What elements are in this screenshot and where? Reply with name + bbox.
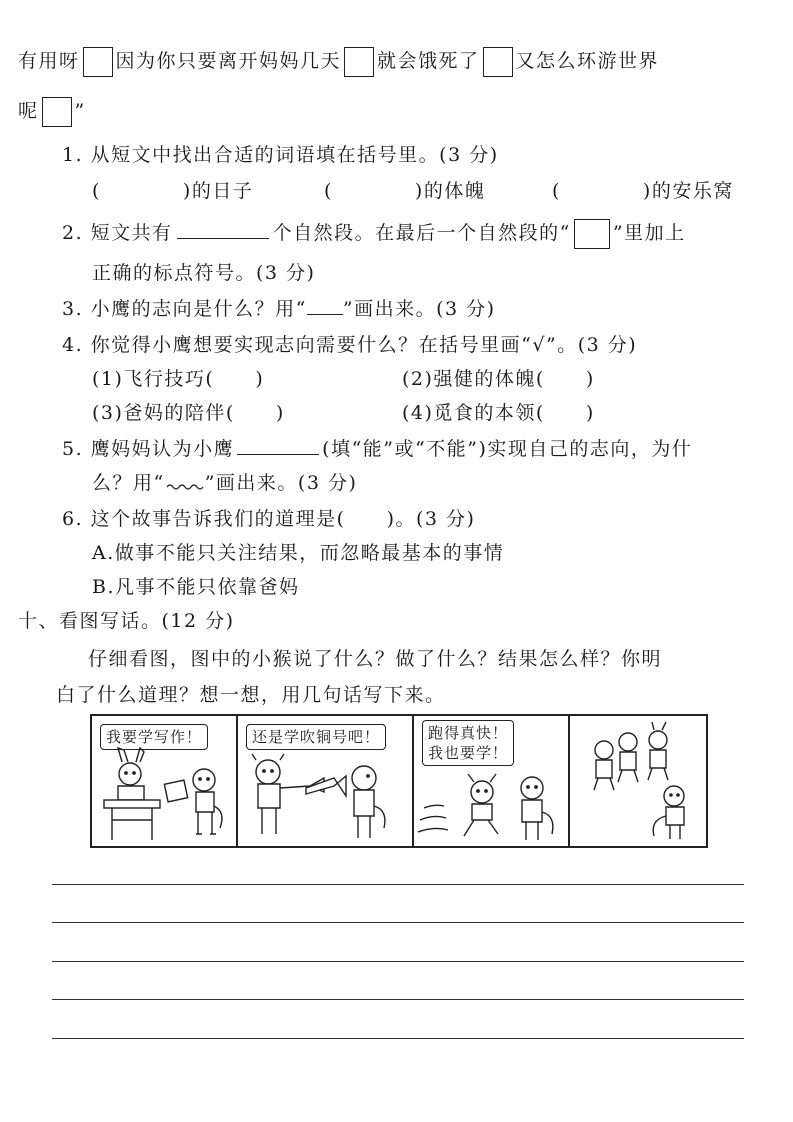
q4-option-2[interactable]: (2)强健的体魄( ) (402, 368, 595, 390)
punctuation-box-3[interactable] (483, 47, 513, 77)
wavy-underline-mark (165, 476, 205, 492)
q6-option-a[interactable]: A.做事不能只关注结果，而忽略最基本的事情 (92, 542, 505, 564)
question-3 (62, 296, 496, 322)
monkey-watching-runner-illustration (414, 716, 566, 844)
question-2-line-2: 正确的标点符号。(3 分) (92, 262, 316, 284)
section-10-title: 十、看图写话。(12 分) (18, 610, 235, 632)
comic-panel-2 (238, 716, 414, 846)
speech-bubble-1: 我要学写作！ (100, 724, 208, 750)
writing-line-1[interactable] (52, 884, 744, 885)
section-10-prompt-2: 白了什么道理？想一想，用几句话写下来。 (56, 684, 446, 706)
comic-strip (90, 714, 708, 848)
q4-option-1[interactable]: (1)飞行技巧( ) (92, 368, 265, 390)
q2-paragraph-count-blank[interactable] (177, 220, 269, 239)
comic-panel-4 (570, 716, 706, 846)
q1-blank-1[interactable]: ( )的日子 (92, 180, 254, 202)
comic-panel-1 (92, 716, 238, 846)
q3-text: 3. 小鹰的志向是什么？用“ (62, 298, 307, 320)
passage-line-1 (18, 47, 659, 77)
question-2 (62, 219, 686, 249)
passage-text: 有用呀 (18, 50, 80, 72)
speech-bubble-2: 还是学吹铜号吧！ (246, 724, 386, 750)
q1-blank-2[interactable]: ( )的体魄 (324, 180, 486, 202)
q2-text: 个自然段。在最后一个自然段的“ (272, 222, 571, 244)
q3-text: ”画出来。(3 分) (342, 298, 496, 320)
bubble-3-line-2: 我也要学！ (428, 744, 509, 762)
q5-text: ”画出来。(3 分) (204, 472, 358, 494)
passage-text: 因为你只要离开妈妈几天 (115, 50, 342, 72)
section-10-prompt-1: 仔细看图，图中的小猴说了什么？做了什么？结果怎么样？你明 (88, 648, 663, 670)
punctuation-box-2[interactable] (344, 47, 374, 77)
q5-answer-blank[interactable] (237, 436, 319, 455)
passage-text: ” (74, 100, 86, 122)
q4-option-4[interactable]: (4)觅食的本领( ) (402, 402, 595, 424)
writing-line-5[interactable] (52, 1038, 744, 1039)
passage-text: 呢 (18, 100, 39, 122)
question-5-line-2 (92, 470, 357, 496)
punctuation-box-1[interactable] (83, 47, 113, 77)
q4-option-3[interactable]: (3)爸妈的陪伴( ) (92, 402, 285, 424)
question-5 (62, 436, 692, 462)
monkey-bugle-illustration (238, 716, 410, 844)
passage-line-2 (18, 97, 86, 127)
q2-punctuation-box[interactable] (574, 219, 610, 249)
writing-line-2[interactable] (52, 922, 744, 923)
q6-option-b[interactable]: B.凡事不能只依靠爸妈 (92, 576, 300, 598)
q5-text: 么？用“ (92, 472, 165, 494)
q5-text: (填“能”或“不能”)实现自己的志向，为什 (322, 438, 693, 460)
q2-text: ”里加上 (612, 222, 686, 244)
question-4: 4. 你觉得小鹰想要实现志向需要什么？在括号里画“√”。(3 分) (62, 334, 638, 356)
passage-text: 又怎么环游世界 (515, 50, 660, 72)
writing-line-3[interactable] (52, 961, 744, 962)
straight-underline-mark (307, 296, 343, 315)
bubble-3-line-1: 跑得真快！ (428, 724, 509, 742)
rabbit-writing-illustration (92, 716, 234, 844)
friends-and-lonely-monkey-illustration (570, 716, 706, 844)
q5-text: 5. 鹰妈妈认为小鹰 (62, 438, 235, 460)
q1-blank-3[interactable]: ( )的安乐窝 (552, 180, 734, 202)
question-1: 1. 从短文中找出合适的词语填在括号里。(3 分) (62, 144, 499, 166)
question-6: 6. 这个故事告诉我们的道理是( )。(3 分) (62, 508, 476, 530)
punctuation-box-4[interactable] (42, 97, 72, 127)
q2-text: 2. 短文共有 (62, 222, 173, 244)
passage-text: 就会饿死了 (377, 50, 480, 72)
writing-line-4[interactable] (52, 999, 744, 1000)
comic-panel-3 (414, 716, 570, 846)
